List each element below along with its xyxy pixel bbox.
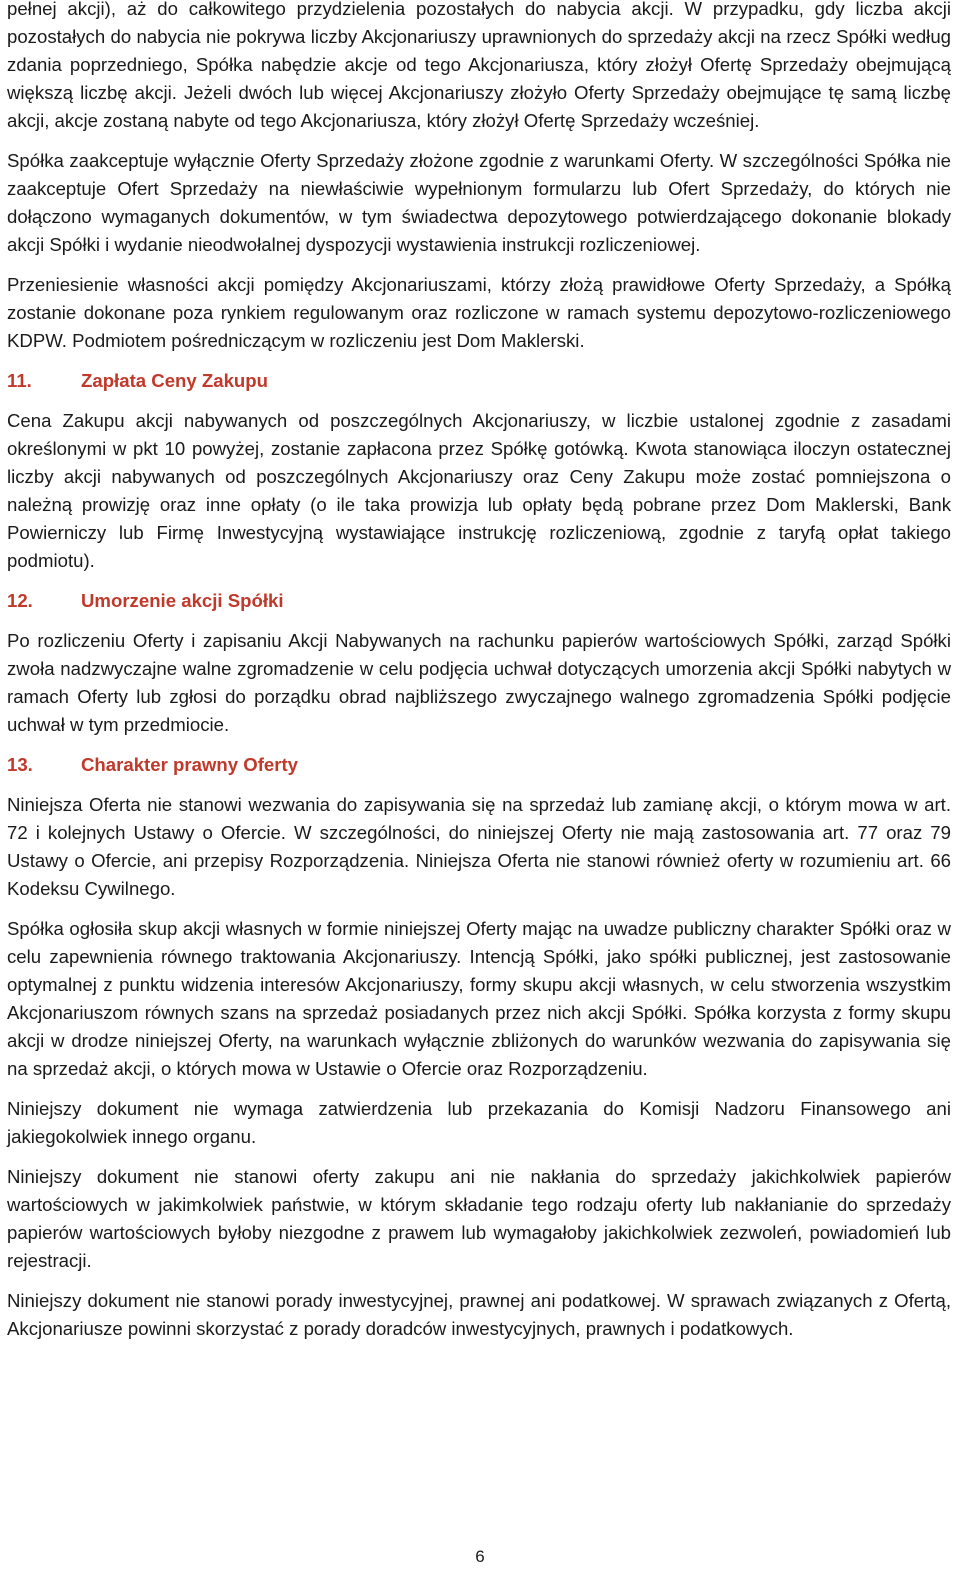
section-heading-13: [7, 751, 951, 779]
section-number: 13.: [7, 754, 33, 775]
paragraph: Spółka zaakceptuje wyłącznie Oferty Sprzedaży złożone zgodnie z warunkami Oferty. W szczególności Spółka nie zaakceptuje Ofert Sprzedaży na niewłaściwie wypełnionym formularzu lub Ofert Sprzedaży, do których nie dołączono wymaganych dokumentów, w tym świadectwa depozytowego potwierdzającego dokonanie blokady akcji Spółki i wydanie nieodwołalnej dyspozycji wystawienia instrukcji rozliczeniowej.: [7, 150, 951, 255]
paragraph: Niniejsza Oferta nie stanowi wezwania do zapisywania się na sprzedaż lub zamianę akcji, o którym mowa w art. 72 i kolejnych Ustawy o Ofercie. W szczególności, do niniejszej Oferty nie mają zastosowania art. 77 oraz 79 Ustawy o Ofercie, ani przepisy Rozporządzenia. Niniejsza Oferta nie stanowi również oferty w rozumieniu art. 66 Kodeksu Cywilnego.: [7, 794, 951, 899]
section-heading-11: [7, 367, 951, 395]
section-title: Charakter prawny Oferty: [81, 754, 299, 775]
paragraph: Niniejszy dokument nie stanowi porady inwestycyjnej, prawnej ani podatkowej. W sprawach związanych z Ofertą, Akcjonariusze powinni skorzystać z porady doradców inwestycyjnych, prawnych i podatkowych.: [7, 1290, 951, 1339]
section-title: Umorzenie akcji Spółki: [81, 590, 284, 611]
section-heading-12: [7, 587, 951, 615]
section-title: Zapłata Ceny Zakupu: [81, 370, 269, 391]
paragraph: pełnej akcji), aż do całkowitego przydzielenia pozostałych do nabycia akcji. W przypadku, gdy liczba akcji pozostałych do nabycia nie pokrywa liczby Akcjonariuszy uprawnionych do sprzedaży akcji na rzecz Spółki według zdania poprzedniego, Spółka nabędzie akcje od tego Akcjonariusza, który złożył Ofertę Sprzedaży obejmującą większą liczbę akcji. Jeżeli dwóch lub więcej Akcjonariuszy złożyło Oferty Sprzedaży obejmujące tę samą liczbę akcji, akcje zostaną nabyte od tego Akcjonariusza, który złożył Ofertę Sprzedaży wcześniej.: [7, 0, 951, 131]
paragraph: Po rozliczeniu Oferty i zapisaniu Akcji Nabywanych na rachunku papierów wartościowych Spółki, zarząd Spółki zwoła nadzwyczajne walne zgromadzenie w celu podjęcia uchwał dotyczących umorzenia akcji Spółki nabytych w ramach Oferty lub zgłosi do porządku obrad najbliższego zwyczajnego walnego zgromadzenia Spółki podjęcie uchwał w tym przedmiocie.: [7, 630, 951, 735]
section-number: 11.: [7, 370, 32, 391]
section-number: 12.: [7, 590, 33, 611]
page-number: 6: [475, 1547, 485, 1566]
paragraph: Cena Zakupu akcji nabywanych od poszczególnych Akcjonariuszy, w liczbie ustalonej zgodnie z zasadami określonymi w pkt 10 powyżej, zostanie zapłacona przez Spółkę gotówką. Kwota stanowiąca iloczyn ostatecznej liczby akcji nabywanych od poszczególnych Akcjonariuszy oraz Ceny Zakupu może zostać pomniejszona o należną prowizję oraz inne opłaty (o ile taka prowizja lub opłaty będą pobrane przez Dom Maklerski, Bank Powierniczy lub Firmę Inwestycyjną wystawiające instrukcję rozliczeniową, zgodnie z taryfą opłat takiego podmiotu).: [7, 410, 951, 571]
paragraph: Przeniesienie własności akcji pomiędzy Akcjonariuszami, którzy złożą prawidłowe Oferty Sprzedaży, a Spółką zostanie dokonane poza rynkiem regulowanym oraz rozliczone w ramach systemu depozytowo-rozliczeniowego KDPW. Podmiotem pośredniczącym w rozliczeniu jest Dom Maklerski.: [7, 274, 951, 351]
paragraph: Spółka ogłosiła skup akcji własnych w formie niniejszej Oferty mając na uwadze publiczny charakter Spółki oraz w celu zapewnienia równego traktowania Akcjonariuszy. Intencją Spółki, jako spółki publicznej, jest zastosowanie optymalnej z punktu widzenia interesów Akcjonariuszy, formy skupu akcji własnych, w celu stworzenia wszystkim Akcjonariuszom równych szans na sprzedaż posiadanych przez nich akcji Spółki. Spółka korzysta z formy skupu akcji w drodze niniejszej Oferty, na warunkach wyłącznie zbliżonych do warunków wezwania do zapisywania się na sprzedaż akcji, o których mowa w Ustawie o Ofercie oraz Rozporządzeniu.: [7, 918, 951, 1079]
paragraph: Niniejszy dokument nie wymaga zatwierdzenia lub przekazania do Komisji Nadzoru Finansowego ani jakiegokolwiek innego organu.: [7, 1098, 951, 1147]
paragraph: Niniejszy dokument nie stanowi oferty zakupu ani nie nakłania do sprzedaży jakichkolwiek papierów wartościowych w jakimkolwiek państwie, w którym składanie tego rodzaju oferty lub nakłanianie do sprzedaży papierów wartościowych byłoby niezgodne z prawem lub wymagałoby jakichkolwiek zezwoleń, powiadomień lub rejestracji.: [7, 1166, 951, 1271]
document-page: [7, 0, 951, 1343]
